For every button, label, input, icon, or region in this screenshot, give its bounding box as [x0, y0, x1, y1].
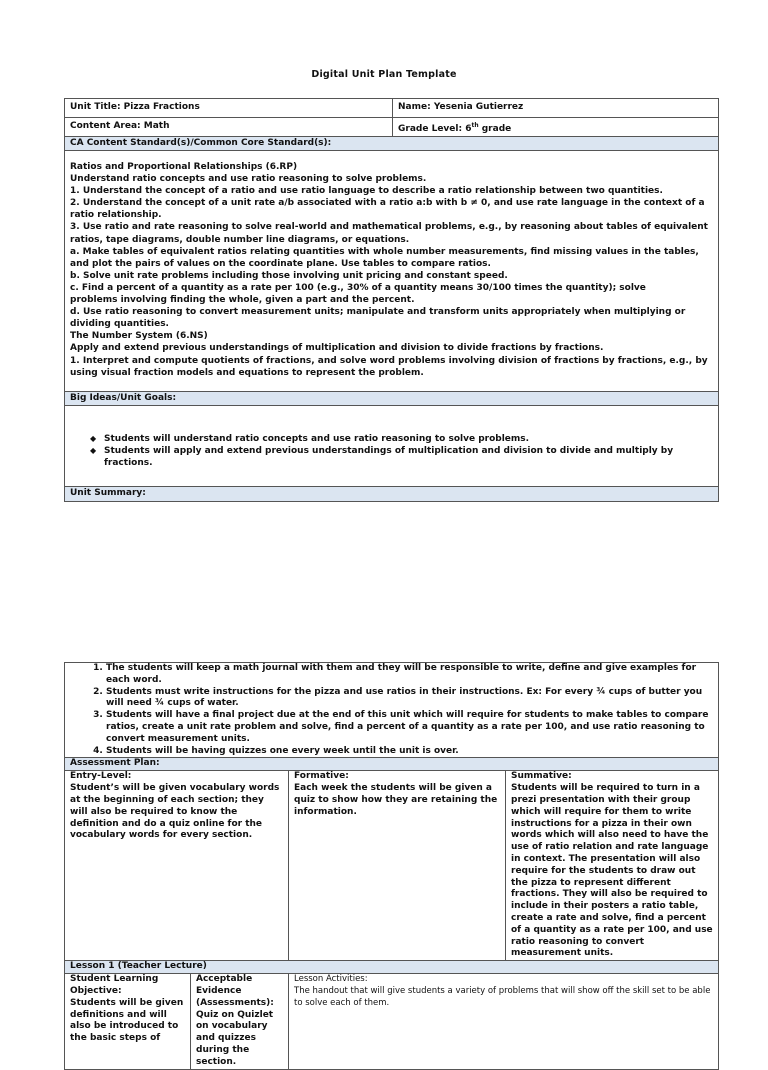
- entry-level-cell: [65, 771, 289, 961]
- unit-summary-heading: Unit Summary:: [65, 487, 719, 502]
- standard-line: ratios, tape diagrams, double number line diagrams, or equations.: [70, 234, 410, 245]
- standard-line: 3. Use ratio and rate reasoning to solve real-world and mathematical problems, e.g., by reasoning about tables of equivalent: [70, 222, 708, 233]
- activities-text: The handout that will give students a variety of problems that will show off the skill set to be able to solve each of them.: [294, 985, 711, 1008]
- goal-item: [90, 433, 713, 445]
- standard-line: ratio relationship.: [70, 210, 162, 221]
- assessment-heading: Assessment Plan:: [65, 758, 719, 771]
- goal-text: Students will apply and extend previous understandings of multiplication and division to divide and multiply by fractions.: [104, 446, 674, 469]
- entry-level-label: Entry-Level:: [70, 771, 132, 782]
- formative-label: Formative:: [294, 771, 349, 782]
- standard-line: problems involving finding the whole, given a part and the percent.: [70, 295, 415, 306]
- summary-item: 3. Students will have a final project due at the end of this unit which will require for students to make tables to compare ratios, create a unit rate problem and solve, find a percent of a quantity as a rate per 100, and use ratio reasoning to convert measurement units.: [106, 710, 713, 745]
- big-ideas-body: [65, 406, 719, 487]
- standard-line: Understand ratio concepts and use ratio reasoning to solve problems.: [70, 174, 427, 185]
- standard-line: 1. Understand the concept of a ratio and use ratio language to describe a ratio relationship between two quantities.: [70, 186, 663, 197]
- activities-label: Lesson Activities:: [294, 974, 368, 985]
- activities-cell: [289, 974, 719, 1069]
- unit-plan-table: [64, 98, 719, 502]
- grade-level-superscript: th: [471, 122, 479, 129]
- formative-cell: [289, 771, 506, 961]
- summary-item: 2. Students must write instructions for the pizza and use ratios in their instructions. Ex: For every ¾ cups of butter you will need ¾ cups of water.: [106, 687, 713, 711]
- standard-line: and plot the pairs of values on the coordinate plane. Use tables to compare ratios.: [70, 258, 491, 269]
- goal-item: [90, 445, 713, 469]
- diamond-bullet-icon: ◆: [90, 446, 97, 456]
- standard-line: Ratios and Proportional Relationships (6.RP): [70, 162, 298, 172]
- grade-level-text: Grade Level: 6: [398, 124, 472, 134]
- standard-line: The Number System (6.NS): [70, 331, 208, 342]
- big-ideas-heading: Big Ideas/Unit Goals:: [65, 392, 719, 406]
- standard-line: using visual fraction models and equations to represent the problem.: [70, 367, 424, 378]
- standard-line: b. Solve unit rate problems including those involving unit pricing and constant speed.: [70, 270, 508, 281]
- standards-body: [65, 151, 719, 392]
- formative-text: Each week the students will be given a quiz to show how they are retaining the information.: [294, 783, 498, 817]
- unit-summary-body: [65, 663, 719, 758]
- content-area-cell: Content Area: Math: [65, 118, 393, 137]
- entry-level-text: Student’s will be given vocabulary words at the beginning of each section; they will also be required to know the definition and do a quiz online for the vocabulary words for every section.: [70, 783, 280, 841]
- unit-plan-table-continued: [64, 662, 719, 1070]
- summative-cell: [506, 771, 719, 961]
- standards-lines: [70, 161, 713, 379]
- diamond-bullet-icon: ◆: [90, 434, 97, 443]
- document-title: Digital Unit Plan Template: [311, 69, 457, 80]
- summary-item: 4. Students will be having quizzes one every week until the unit is over.: [106, 746, 713, 758]
- goals-list: [70, 433, 713, 470]
- objective-text: Students will be given definitions and will also be introduced to the basic steps of: [70, 997, 184, 1044]
- standard-line: dividing quantities.: [70, 319, 169, 330]
- objective-cell: [65, 974, 191, 1069]
- summative-label: Summative:: [511, 771, 572, 782]
- standard-line: a. Make tables of equivalent ratios relating quantities with whole number measurements, find missing values in the tables,: [70, 246, 699, 257]
- lesson1-heading: Lesson 1 (Teacher Lecture): [65, 961, 719, 974]
- unit-title-cell: Unit Title: Pizza Fractions: [65, 99, 393, 118]
- goal-text: Students will understand ratio concepts and use ratio reasoning to solve problems.: [104, 434, 530, 444]
- grade-level-suffix: grade: [478, 124, 512, 134]
- grade-level-cell: [393, 118, 719, 137]
- standard-line: d. Use ratio reasoning to convert measurement units; manipulate and transform units appropriately when multiplying or: [70, 307, 686, 318]
- evidence-cell: [191, 974, 289, 1069]
- summative-text: Students will be required to turn in a prezi presentation with their group which will require for them to write instructions for a pizza in their own words which will also need to have the use of ratio relation and rate language in context. The presentation will also require for the students to draw out the pizza to represent different fractions. They will also be required to include in their posters a ratio table, create a rate and solve, find a percent of a quantity as a rate per 100, and use ratio reasoning to convert measurement units.: [511, 783, 713, 959]
- objective-label: Student Learning Objective:: [70, 974, 159, 996]
- unit-summary-list: [70, 663, 713, 757]
- standard-line: 1. Interpret and compute quotients of fractions, and solve word problems involving division of fractions by fractions, e.g., by: [70, 355, 708, 366]
- standard-line: 2. Understand the concept of a unit rate a/b associated with a ratio a:b with b ≠ 0, and use rate language in the context of a: [70, 198, 705, 209]
- summary-item: 1. The students will keep a math journal with them and they will be responsible to write, define and give examples for each word.: [106, 663, 713, 687]
- evidence-label: Acceptable Evidence (Assessments):: [196, 974, 274, 1008]
- standards-heading: CA Content Standard(s)/Common Core Standard(s):: [65, 137, 719, 151]
- name-cell: Name: Yesenia Gutierrez: [393, 99, 719, 118]
- evidence-text: Quiz on Quizlet on vocabulary and quizzes during the section.: [196, 1009, 274, 1067]
- standard-line: Apply and extend previous understandings of multiplication and division to divide fractions by fractions.: [70, 343, 604, 354]
- standard-line: c. Find a percent of a quantity as a rate per 100 (e.g., 30% of a quantity means 30/100 times the quantity); solve: [70, 282, 646, 293]
